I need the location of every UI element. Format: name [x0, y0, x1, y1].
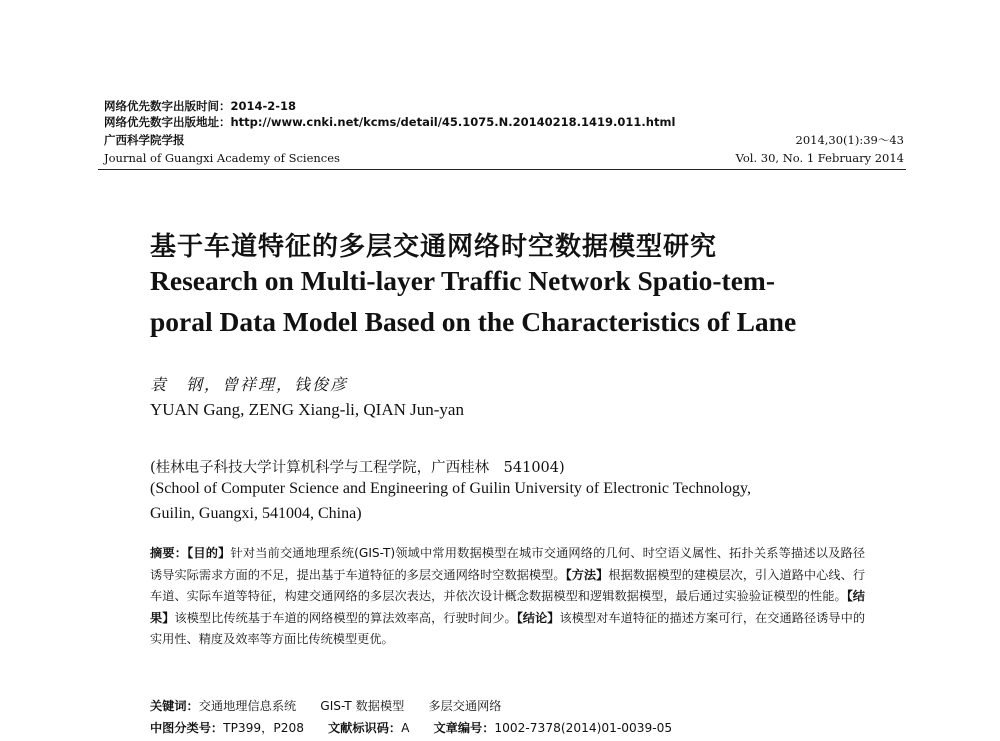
abstract-objective: 针对当前交通地理系统(GIS-T)领域中常用数据模型在城市交通网络的几何、时空语义属性、拓扑关系等描述以及路径诱导实际需求方面的不足，提出基于车道特征的多层交通网络时空数据模型。: [150, 546, 866, 582]
article-number-value: 1002-7378(2014)01-0039-05: [494, 721, 673, 735]
abstract-method: 根据数据模型的建模层次，引入道路中心线、行车道、实际车道等特征，构建交通网络的多层次表达，并依次设计概念数据模型和逻辑数据模型，最后通过实验验证模型的性能。: [150, 567, 866, 604]
affiliation-en-line1: (School of Computer Science and Engineering of Guilin University of Electronic Technology,: [150, 480, 751, 497]
article-number-label: 文章编号：: [433, 721, 495, 735]
doc-code-value: A: [401, 721, 410, 735]
affiliation-en-line2: Guilin, Guangxi, 541004, China): [150, 505, 362, 522]
keyword-item: 交通地理信息系统: [198, 699, 297, 713]
abstract-conclusion: 该模型对车道特征的描述方案可行，在交通路径诱导中的实用性、精度及效率等方面比传统模型更优。: [150, 610, 866, 647]
abstract-tag-method: 【方法】: [565, 567, 609, 582]
authors-en: YUAN Gang, ZENG Xiang-li, QIAN Jun-yan: [150, 400, 464, 419]
abstract: [150, 543, 865, 651]
journal-header-cn-row: [104, 132, 904, 148]
classification-row: [150, 719, 672, 736]
keyword-item: GIS-T 数据模型: [320, 699, 405, 713]
title-en-line1: Research on Multi-layer Traffic Network Spatio-tem-: [150, 265, 775, 296]
keywords-label: 关键词：: [150, 699, 199, 713]
abstract-label: 摘要：: [150, 546, 188, 560]
abstract-tag-result: 【结果】: [150, 589, 865, 625]
header-divider: [98, 169, 906, 170]
authors-cn: 袁 钢，曾祥理，钱俊彦: [150, 375, 349, 394]
keywords: [150, 697, 502, 714]
title-en-line2: poral Data Model Based on the Characteristics of Lane: [150, 306, 797, 337]
abstract-tag-objective: 【目的】: [187, 546, 231, 560]
clc-label: 中图分类号：: [150, 721, 224, 735]
title-cn: 基于车道特征的多层交通网络时空数据模型研究: [150, 232, 718, 262]
online-publish-time: 网络优先数字出版时间：2014-2-18: [104, 99, 297, 113]
doc-code-label: 文献标识码：: [327, 721, 402, 735]
online-publish-url: 网络优先数字出版地址：http://www.cnki.net/kcms/detail/45.1075.N.20140218.1419.011.html: [104, 115, 676, 129]
citation-cn: 2014,30(1):39～43: [795, 133, 904, 147]
journal-header-en-row: [104, 150, 904, 166]
clc-value: TP399，P208: [223, 721, 304, 735]
abstract-result: 该模型比传统基于车道的网络模型的算法效率高，行驶时间少。: [174, 610, 517, 625]
citation-en: Vol. 30, No. 1 February 2014: [735, 151, 904, 165]
journal-name-en: Journal of Guangxi Academy of Sciences: [104, 151, 340, 165]
journal-name-cn: 广西科学院学报: [104, 133, 185, 147]
keyword-item: 多层交通网络: [428, 699, 502, 713]
abstract-tag-conclusion: 【结论】: [516, 610, 560, 625]
affiliation-cn: (桂林电子科技大学计算机科学与工程学院，广西桂林 541004): [150, 460, 565, 476]
